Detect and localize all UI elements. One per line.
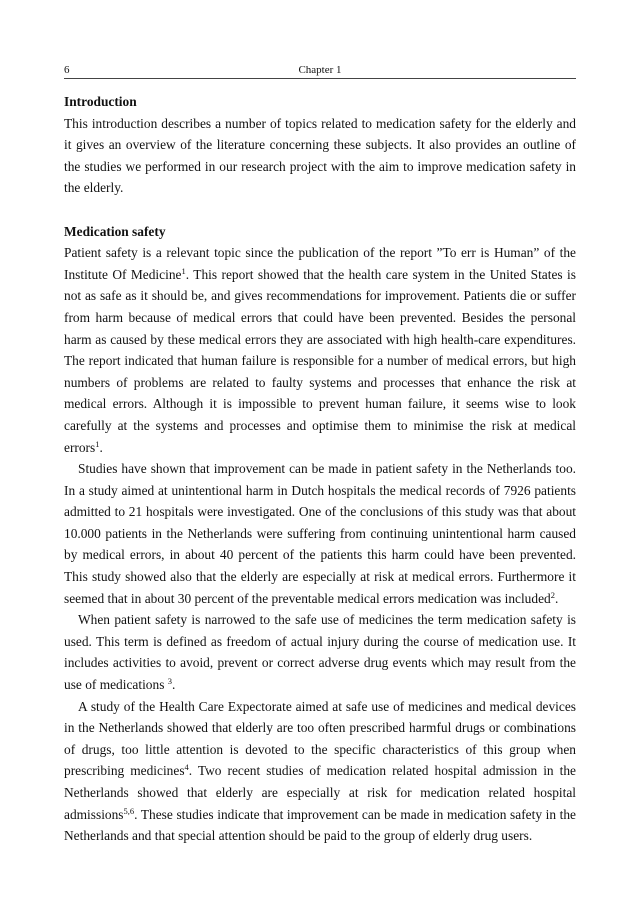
citation-5-6: 5,6: [123, 805, 135, 816]
medication-safety-section: [64, 221, 576, 847]
running-header: [64, 64, 576, 79]
introduction-paragraph: This introduction describes a number of topics related to medication safety for the elderly and it gives an overview of the literature concerning these subjects. It also provides an outline of the studies we performed in our research project with the aim to improve medication safety in the elderly.: [64, 115, 576, 196]
paragraph-4-text-c: . These studies indicate that improvement can be made in medication safety in the Netherlands and that special attention should be paid to the group of elderly drug users.: [64, 806, 576, 844]
paragraph-2: [64, 458, 576, 609]
page-number: 6: [64, 64, 70, 76]
paragraph-4: [64, 696, 576, 847]
paragraph-3-text-a: When patient safety is narrowed to the safe use of medicines the term medication safety is used. This term is defined as freedom of actual injury during the course of medication use. It includes activities to avoid, prevent or correct adverse drug events which may result from the use of medications: [64, 612, 576, 693]
citation-1b: 1: [95, 438, 100, 449]
citation-4: 4: [184, 762, 189, 773]
paragraph-2-text-a: Studies have shown that improvement can be made in patient safety in the Netherlands too. In a study aimed at unintentional harm in Dutch hospitals the medical records of 7926 patients admitted to 21 hospitals were investigated. One of the conclusions of this study was that about 10.000 patients in the Netherlands were suffering from continuing unintentional harm caused by medical errors, in about 40 percent of the patients this harm could have been prevented. This study showed also that the elderly are especially at risk at medical errors. Furthermore it seemed that in about 30 percent of the preventable medical errors medication was included: [64, 461, 576, 606]
paragraph-1-text-b: . This report showed that the health care system in the United States is not as safe as it should be, and gives recommendations for improvement. Patients die or suffer from harm because of medical errors that could have been prevented. Besides the personal harm as caused by these medical errors they are associated with high health-care expenditures. The report indicated that human failure is responsible for a number of medical errors, but high numbers of problems are related to faulty systems and processes that enhance the risk at medical errors. Although it is impossible to prevent human failure, it seems wise to look carefully at the systems and processes and optimise them to minimise the risk at medical errors: [64, 266, 576, 455]
chapter-title: Chapter 1: [298, 64, 342, 76]
body-text: [64, 91, 576, 847]
citation-2: 2: [550, 589, 555, 600]
paragraph-4-text-b: . Two recent studies of medication related hospital admission in the Netherlands showed that elderly are especially at risk for medication related hospital admissions: [64, 763, 576, 822]
section-spacer: [64, 199, 576, 221]
citation-3: 3: [167, 676, 173, 687]
introduction-section: [64, 91, 576, 199]
paragraph-2-text-b: .: [554, 590, 559, 606]
paragraph-3-text-b: .: [172, 677, 176, 693]
paragraph-1: [64, 242, 576, 458]
medication-safety-heading: Medication safety: [64, 223, 166, 239]
citation-1: 1: [181, 265, 186, 276]
introduction-heading: Introduction: [64, 94, 137, 109]
paragraph-1-text-a: Patient safety is a relevant topic since the publication of the report ”To err is Human” of the Institute Of Medicine: [64, 245, 576, 282]
paragraph-4-text-a: A study of the Health Care Expectorate aimed at safe use of medicines and medical devices in the Netherlands showed that elderly are too often prescribed harmful drugs or combinations of drugs, too little attention is devoted to the specific characteristics of this group when prescribing medicines: [64, 698, 576, 779]
paragraph-3: [64, 609, 576, 695]
paragraph-1-text-c: .: [99, 439, 103, 455]
